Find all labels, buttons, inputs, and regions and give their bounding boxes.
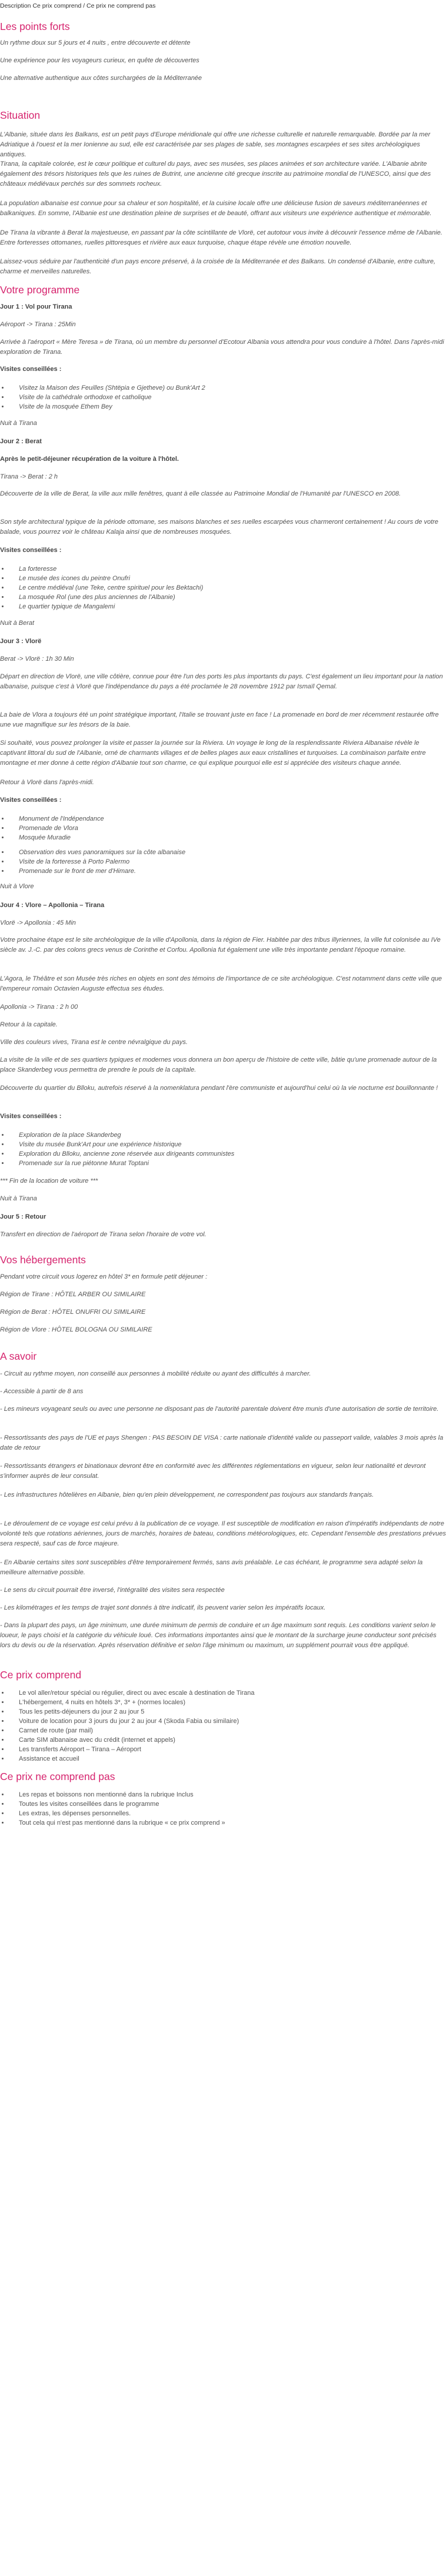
day-title: Jour 2 : Berat bbox=[0, 438, 42, 445]
list-item: • Monument de l'Indépendance bbox=[9, 814, 104, 824]
list-item: • Visite de la cathédrale orthodoxe et catholique bbox=[9, 393, 205, 402]
list-item: • Le centre médiéval (une Teke, centre spirituel pour les Bektachi) bbox=[9, 583, 203, 593]
visits-list bbox=[0, 1130, 234, 1168]
strong-point: Un rythme doux sur 5 jours et 4 nuits , entre découverte et détente bbox=[0, 39, 191, 46]
day-title: Jour 4 : Vlore – Apollonia – Tirana bbox=[0, 902, 105, 909]
know-item: - Ressortissants des pays de l'UE et pays Shengen : PAS BESOIN DE VISA : carte nationale d'identité valide ou passeport valide, valables 3 mois après la date de retour bbox=[0, 1434, 444, 1451]
know-item: - Les mineurs voyageant seuls ou avec une personne ne disposant pas de l'autorité parentale doivent être munis d'une autorisation de sortie de territoire. bbox=[0, 1406, 439, 1413]
day-title: Jour 3 : Vlorë bbox=[0, 638, 42, 645]
hotel-item: Région de Berat : HÔTEL ONUFRI OU SIMILAIRE bbox=[0, 1309, 146, 1316]
day-subtitle: Après le petit-déjeuner récupération de la voiture à l'hôtel. bbox=[0, 456, 179, 463]
breadcrumb-text: Description Ce prix comprend / Ce prix ne comprend pas bbox=[0, 2, 156, 9]
know-item: - Dans la plupart des pays, un âge minimum, une durée minimum de permis de conduire et un âge maximum sont requis. Les conditions varient selon le loueur, le pays choisi et la catégorie du véhicule loué. Ces informations importantes ainsi que le montant de la surcharge jeune conducteur sont précisés lors du devis ou de la réservation. Après réservation définitive et selon l'âge minimum ou maximum, un supplément pourrait vous être appliqué. bbox=[0, 1622, 437, 1649]
visits-label: Visites conseillées : bbox=[0, 547, 62, 554]
section-title-includes: Ce prix comprend bbox=[0, 1669, 82, 1681]
day-title: Jour 1 : Vol pour Tirana bbox=[0, 303, 72, 310]
visits-label: Visites conseillées : bbox=[0, 797, 62, 804]
list-item: • Les repas et boissons non mentionné dans la rubrique Inclus bbox=[9, 1790, 225, 1799]
route-duration: Tirana -> Berat : 2 h bbox=[0, 473, 58, 480]
night-location: Nuit à Tirana bbox=[0, 420, 37, 427]
day-text: Son style architectural typique de la période ottomane, ses maisons blanches et ses ruelles escarpées vous charmeront certainement ! Au cours de votre balade, vous pourrez voir le château Kalaja ainsi que de nombreuses mosquées. bbox=[0, 518, 438, 536]
hotels-intro: Pendant votre circuit vous logerez en hôtel 3* en formule petit déjeuner : bbox=[0, 1273, 208, 1280]
situation-paragraph: Tirana, la capitale colorée, est le cœur politique et culturel du pays, avec ses musées, ses places animées et son architecture variée. L'Albanie abrite également des trésors historiques tels que les ruines de Butrint, une ancienne cité grecque inscrite au patrimoine mondial de l'UNESCO, ainsi que des châteaux médiévaux perchés sur des sommets rocheux. bbox=[0, 160, 431, 188]
includes-list bbox=[0, 1688, 255, 1764]
list-item: • La forteresse bbox=[9, 564, 203, 574]
section-title-strong-points: Les points forts bbox=[0, 21, 70, 32]
list-item: • Assistance et accueil bbox=[9, 1754, 255, 1764]
visits-label: Visites conseillées : bbox=[0, 366, 62, 373]
day-text: Transfert en direction de l'aéroport de Tirana selon l'horaire de votre vol. bbox=[0, 1231, 207, 1238]
route-duration: Vlorë -> Apollonia : 45 Min bbox=[0, 919, 76, 926]
section-title-hotels: Vos hébergements bbox=[0, 1254, 86, 1266]
know-item: - Le sens du circuit pourrait être inversé, l'intégralité des visites sera respectée bbox=[0, 1587, 225, 1594]
know-item: - Le déroulement de ce voyage est celui prévu à la publication de ce voyage. Il est susceptible de modification en raison d'impératifs indépendants de notre volonté tels que rotations aériennes, jours de marchés, horaires de bateau, conditions météorologiques, etc. Cependant l'ensemble des prestations prévues sera respecté, sauf cas de force majeure. bbox=[0, 1520, 446, 1547]
day-text: La baie de Vlora a toujours été un point stratégique important, l'Italie se trouvant juste en face ! La promenade en bord de mer récemment restaurée offre une vue magnifique sur les trésors de la baie. bbox=[0, 711, 439, 728]
day-text: Départ en direction de Vlorë, une ville côtière, connue pour être l'un des ports les plus importants du pays. C'est également un lieu important pour la nation albanaise, puisque c'est à Vlorë que l'indépendance du pays a été proclamée le 28 novembre 1912 par Ismaïl Qemal. bbox=[0, 673, 443, 690]
list-item: • Exploration du Blloku, ancienne zone réservée aux dirigeants communistes bbox=[9, 1149, 234, 1159]
list-item: • Promenade sur la rue piétonne Murat Toptani bbox=[9, 1159, 234, 1168]
route-duration: Berat -> Vlorë : 1h 30 Min bbox=[0, 655, 74, 663]
breadcrumb bbox=[0, 1, 155, 13]
section-title-excludes: Ce prix ne comprend pas bbox=[0, 1771, 115, 1782]
list-item: • Tous les petits-déjeuners du jour 2 au jour 5 bbox=[9, 1707, 255, 1717]
section-title-program: Votre programme bbox=[0, 284, 80, 296]
know-item: - Les infrastructures hôtelières en Albanie, bien qu'en plein développement, ne correspondent pas toujours aux standards français. bbox=[0, 1491, 374, 1498]
day-text: Votre prochaine étape est le site archéologique de la ville d'Apollonia, dans la région de Fier. Habitée par des tribus illyriennes, la ville fut colonisée au IVe siècle av. J.-C. par des colons grecs venus de Corinthe et Corfou. Apollonia fut également une ville très importante pendant l'époque romaine. bbox=[0, 936, 441, 954]
day-text: Retour à Vlorë dans l'après-midi. bbox=[0, 779, 94, 786]
strong-point: Une expérience pour les voyageurs curieux, en quête de découvertes bbox=[0, 57, 199, 64]
list-item: • Les extras, les dépenses personnelles. bbox=[9, 1809, 225, 1818]
list-item: • Promenade de Vlora bbox=[9, 824, 104, 833]
route-duration: Apollonia -> Tirana : 2 h 00 bbox=[0, 1003, 78, 1011]
night-location: Nuit à Tirana bbox=[0, 1195, 37, 1202]
program-note: *** Fin de la location de voiture *** bbox=[0, 1177, 98, 1185]
list-item: • Exploration de la place Skanderbeg bbox=[9, 1130, 234, 1140]
night-location: Nuit à Vlore bbox=[0, 883, 34, 890]
list-item: • Carnet de route (par mail) bbox=[9, 1726, 255, 1735]
visits-list bbox=[0, 848, 185, 876]
list-item: • Visitez la Maison des Feuilles (Shtëpia e Gjetheve) ou Bunk'Art 2 bbox=[9, 383, 205, 393]
know-item: - Les kilométrages et les temps de trajet sont donnés à titre indicatif, ils peuvent varier selon les impératifs locaux. bbox=[0, 1604, 326, 1611]
list-item: • Visite de la mosquée Ethem Bey bbox=[9, 402, 205, 412]
list-item: • Mosquée Muradie bbox=[9, 833, 104, 842]
route-duration: Aéroport -> Tirana : 25Min bbox=[0, 321, 76, 328]
visits-list bbox=[0, 564, 203, 611]
day-title: Jour 5 : Retour bbox=[0, 1213, 46, 1220]
situation-paragraph: La population albanaise est connue pour sa chaleur et son hospitalité, et la cuisine locale offre une délicieuse fusion de saveurs méditerranéennes et balkaniques. En somme, l'Albanie est une destination pleine de surprises et de beauté, offrant aux visiteurs une expérience authentique et mémorable. bbox=[0, 200, 432, 217]
excludes-list bbox=[0, 1790, 225, 1828]
day-text: Découverte de la ville de Berat, la ville aux mille fenêtres, quant à elle classée au Patrimoine Mondial de l'Humanité par l'UNESCO en 2008. bbox=[0, 490, 401, 497]
day-text: Arrivée à l'aéroport « Mère Teresa » de Tirana, où un membre du personnel d'Ecotour Albania vous attendra pour vous conduire à l'hôtel. Dans l'après-midi exploration de Tirana. bbox=[0, 339, 444, 356]
hotel-item: Région de Vlore : HÔTEL BOLOGNA OU SIMILAIRE bbox=[0, 1326, 152, 1333]
know-item: - Ressortissants étrangers et binationaux devront être en conformité avec les différentes réglementations en vigueur, selon leur nationalité et devront s'informer auprès de leur consulat. bbox=[0, 1463, 426, 1480]
list-item: • Observation des vues panoramiques sur la côte albanaise bbox=[9, 848, 185, 857]
night-location: Nuit à Berat bbox=[0, 620, 35, 627]
list-item: • Promenade sur le front de mer d'Himare. bbox=[9, 867, 185, 876]
situation-paragraph: De Tirana la vibrante à Berat la majestueuse, en passant par la côte scintillante de Vlorë, cet autotour vous invite à découvrir l'essence même de l'Albanie. Entre forteresses ottomanes, ruelles pittoresques et rivière aux eaux turquoise, chaque étape révèle une émotion nouvelle. bbox=[0, 229, 442, 246]
situation-paragraph: Laissez-vous séduire par l'authenticité d'un pays encore préservé, à la croisée de la Méditerranée et des Balkans. Un condensé d'Albanie, entre culture, charme et merveilles naturelles. bbox=[0, 258, 436, 275]
list-item: • Tout cela qui n'est pas mentionné dans la rubrique « ce prix comprend » bbox=[9, 1818, 225, 1828]
list-item: • Les transferts Aéroport – Tirana – Aéroport bbox=[9, 1745, 255, 1754]
list-item: • Voiture de location pour 3 jours du jour 2 au jour 4 (Skoda Fabia ou similaire) bbox=[9, 1717, 255, 1726]
list-item: • L'hébergement, 4 nuits en hôtels 3*, 3* + (normes locales) bbox=[9, 1698, 255, 1707]
know-item: - Circuit au rythme moyen, non conseillé aux personnes à mobilité réduite ou ayant des difficultés à marcher. bbox=[0, 1370, 311, 1377]
day-text: L'Agora, le Théâtre et son Musée très riches en objets en sont des témoins de l'importance de ce site archéologique. C'est notamment dans cette ville que l'empereur romain Octavien Auguste effectua ses études. bbox=[0, 975, 442, 992]
list-item: • Visite du musée Bunk'Art pour une expérience historique bbox=[9, 1140, 234, 1149]
list-item: • Visite de la forteresse à Porto Palermo bbox=[9, 857, 185, 867]
list-item: • La mosquée Rol (une des plus anciennes de l'Albanie) bbox=[9, 593, 203, 602]
visits-list bbox=[0, 383, 205, 412]
day-text: Si souhaité, vous pouvez prolonger la visite et passer la journée sur la Riviera. Un voyage le long de la resplendissante Riviera Albanaise révèle le captivant littoral du sud de l'Albanie, orné de charmants villages et de belles plages aux eaux cristallines et turquoises. La combinaison parfaite entre montagne et mer donne à cette région d'Albanie tout son charme, ce qui explique pourquoi elle est si appréciée des visiteurs chaque année. bbox=[0, 740, 426, 767]
list-item: • Le vol aller/retour spécial ou régulier, direct ou avec escale à destination de Tirana bbox=[9, 1688, 255, 1698]
section-title-know: A savoir bbox=[0, 1350, 37, 1362]
list-item: • Le quartier typique de Mangalemi bbox=[9, 602, 203, 611]
day-text: Découverte du quartier du Blloku, autrefois réservé à la nomenklatura pendant l'ère communiste et aujourd'hui celui où la vie nocturne est bouillonnante ! bbox=[0, 1085, 438, 1092]
hotel-item: Région de Tirane : HÔTEL ARBER OU SIMILAIRE bbox=[0, 1291, 146, 1298]
strong-point: Une alternative authentique aux côtes surchargées de la Méditerranée bbox=[0, 75, 202, 82]
list-item: • Toutes les visites conseillées dans le programme bbox=[9, 1799, 225, 1809]
day-text: Ville des couleurs vives, Tirana est le centre névralgique du pays. bbox=[0, 1039, 188, 1046]
visits-list bbox=[0, 814, 104, 842]
section-title-situation: Situation bbox=[0, 109, 41, 121]
day-text: Retour à la capitale. bbox=[0, 1021, 58, 1028]
day-text: La visite de la ville et de ses quartiers typiques et modernes vous donnera un bon aperçu de l'histoire de cette ville, bâtie qu'une promenade autour de la place Skanderbeg vous permettra de prendre le pouls de la capitale. bbox=[0, 1056, 437, 1073]
list-item: • Carte SIM albanaise avec du crédit (internet et appels) bbox=[9, 1735, 255, 1745]
visits-label: Visites conseillées : bbox=[0, 1113, 62, 1120]
know-item: - Accessible à partir de 8 ans bbox=[0, 1388, 84, 1395]
know-item: - En Albanie certains sites sont susceptibles d'être temporairement fermés, sans avis préalable. Le cas échéant, le programme sera adapté selon la meilleure alternative possible. bbox=[0, 1559, 423, 1576]
list-item: • Le musée des icones du peintre Onufri bbox=[9, 574, 203, 583]
situation-paragraph: L'Albanie, située dans les Balkans, est un petit pays d'Europe méridionale qui offre une richesse culturelle et naturelle remarquable. Bordée par la mer Adriatique à l'ouest et la mer Ionienne au sud, elle est caractérisée par ses plages de sable, ses montagnes escarpées et ses sites archéologiques antiques. bbox=[0, 131, 431, 158]
